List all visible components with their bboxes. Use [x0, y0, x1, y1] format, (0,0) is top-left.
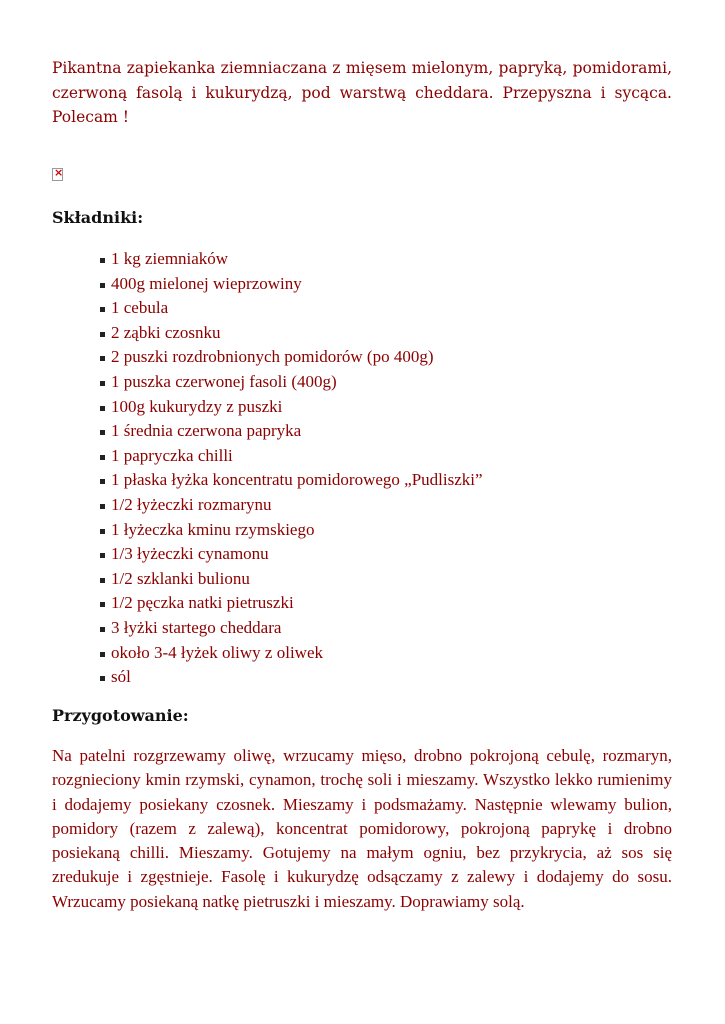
- list-item: 1 średnia czerwona papryka: [100, 419, 483, 444]
- list-item: 1 łyżeczka kminu rzymskiego: [100, 518, 483, 543]
- list-item: 2 ząbki czosnku: [100, 321, 483, 346]
- bullet-icon: [100, 627, 105, 632]
- list-item: 3 łyżki startego cheddara: [100, 616, 483, 641]
- bullet-icon: [100, 307, 105, 312]
- list-item: 1/2 łyżeczki rozmarynu: [100, 493, 483, 518]
- list-item: 1 papryczka chilli: [100, 444, 483, 469]
- preparation-paragraph: Na patelni rozgrzewamy oliwę, wrzucamy mięso, drobno pokrojoną cebulę, rozmaryn, rozgnieciony kmin rzymski, cynamon, trochę soli i mieszamy. Wszystko lekko rumienimy i dodajemy posiekany czosnek. Mieszamy i podsmażamy. Następnie wlewamy bulion, pomidory (razem z zalewą), koncentrat pomidorowy, pokrojoną paprykę i drobno posiekaną chilli. Mieszamy. Gotujemy na małym ogniu, bez przykrycia, aż sos się zredukuje i zgęstnieje. Fasolę i kukurydzę odsączamy z zalewy i dodajemy do sosu. Wrzucamy posiekaną natkę pietruszki i mieszamy. Doprawiamy solą.: [52, 746, 672, 911]
- broken-image-icon: [52, 168, 63, 181]
- bullet-icon: [100, 504, 105, 509]
- bullet-icon: [100, 479, 105, 484]
- list-item: 1 kg ziemniaków: [100, 247, 483, 272]
- ingredients-list: [100, 247, 483, 690]
- bullet-icon: [100, 652, 105, 657]
- bullet-icon: [100, 406, 105, 411]
- bullet-icon: [100, 676, 105, 681]
- preparation-heading: Przygotowanie:: [52, 706, 189, 725]
- bullet-icon: [100, 430, 105, 435]
- bullet-icon: [100, 258, 105, 263]
- list-item: 100g kukurydzy z puszki: [100, 395, 483, 420]
- bullet-icon: [100, 578, 105, 583]
- list-item: 400g mielonej wieprzowiny: [100, 272, 483, 297]
- bullet-icon: [100, 356, 105, 361]
- list-item: 1 płaska łyżka koncentratu pomidorowego „Pudliszki”: [100, 468, 483, 493]
- bullet-icon: [100, 283, 105, 288]
- bullet-icon: [100, 381, 105, 386]
- list-item: 1/2 szklanki bulionu: [100, 567, 483, 592]
- list-item: 2 puszki rozdrobnionych pomidorów (po 400g): [100, 345, 483, 370]
- bullet-icon: [100, 529, 105, 534]
- list-item: około 3-4 łyżek oliwy z oliwek: [100, 641, 483, 666]
- bullet-icon: [100, 602, 105, 607]
- intro-paragraph: Pikantna zapiekanka ziemniaczana z mięsem mielonym, papryką, pomidorami, czerwoną fasolą i kukurydzą, pod warstwą cheddara. Przepyszna i sycąca. Polecam !: [52, 59, 672, 126]
- bullet-icon: [100, 332, 105, 337]
- list-item: 1/3 łyżeczki cynamonu: [100, 542, 483, 567]
- list-item: 1/2 pęczka natki pietruszki: [100, 591, 483, 616]
- list-item: 1 puszka czerwonej fasoli (400g): [100, 370, 483, 395]
- list-item: 1 cebula: [100, 296, 483, 321]
- ingredients-heading: Składniki:: [52, 208, 144, 227]
- bullet-icon: [100, 553, 105, 558]
- bullet-icon: [100, 455, 105, 460]
- list-item: sól: [100, 665, 483, 690]
